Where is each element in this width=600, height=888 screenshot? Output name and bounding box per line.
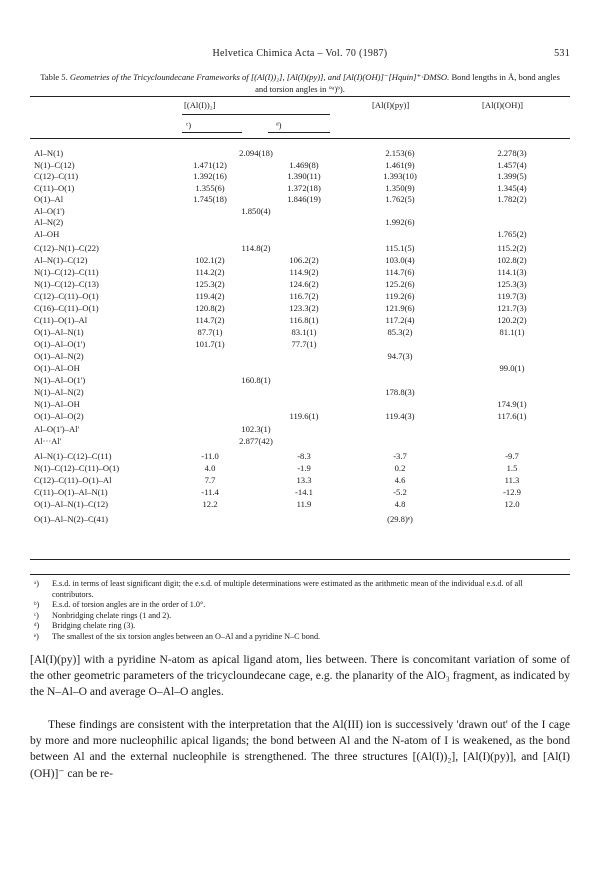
- table-row: [0, 291, 600, 301]
- journal-title: Helvetica Chimica Acta – Vol. 70 (1987): [212, 48, 388, 59]
- caption-title: Geometries of the Tricycloundecane Frameworks of [(Al(I))₂], [Al(I)(py)], and [Al(I)(OH)]⁻[Hquin]⁺·DMSO.: [69, 72, 450, 82]
- value-py: (29.8)ᵉ): [387, 514, 413, 524]
- row-label: Al–N(1): [34, 148, 64, 158]
- value-py: -5.2: [393, 487, 407, 497]
- row-label: O(1)–Al–N(2)–C(41): [34, 514, 108, 524]
- value-bridging: 1.846(19): [287, 194, 321, 204]
- value-nonbridging: 114.7(2): [195, 315, 225, 325]
- table-row: [0, 229, 600, 239]
- header-sub-c: ᶜ): [186, 120, 192, 130]
- table-row: [0, 387, 600, 397]
- value-nonbridging: 101.7(1): [195, 339, 225, 349]
- value-bridging: 116.8(1): [289, 315, 319, 325]
- row-label: N(1)–C(12): [34, 159, 75, 170]
- value-bridging: 83.1(1): [291, 327, 317, 337]
- row-label: Al–N(1)–C(12)–C(11): [34, 451, 112, 461]
- value-dimer-merged: 1.850(4): [241, 205, 271, 216]
- table-caption: [34, 71, 566, 95]
- value-bridging: 106.2(2): [289, 255, 319, 265]
- value-nonbridging: 4.0: [204, 463, 216, 473]
- value-dimer-merged: 2.094(18): [239, 148, 273, 158]
- value-oh: -9.7: [505, 451, 519, 461]
- value-py: 1.762(5): [385, 194, 415, 204]
- value-nonbridging: 87.7(1): [197, 327, 223, 337]
- row-label: N(1)–Al–N(2): [34, 387, 84, 397]
- table-row: [0, 255, 600, 265]
- value-py: 117.2(4): [385, 315, 415, 325]
- value-bridging: 119.6(1): [289, 411, 319, 421]
- value-bridging: 116.7(2): [289, 291, 319, 301]
- value-bridging: 11.9: [296, 499, 312, 509]
- value-py: 114.7(6): [385, 267, 415, 277]
- table-row: [0, 411, 600, 421]
- value-bridging: 1.390(11): [287, 171, 321, 181]
- value-nonbridging: -11.4: [201, 487, 219, 497]
- caption-details: Bond lengths in Å, bond angles and torsion angles in °ᵃ)ᵇ).: [255, 72, 560, 94]
- value-py: 4.6: [394, 475, 406, 485]
- row-label: Al–O(1'): [34, 205, 65, 216]
- value-py: 115.1(5): [385, 243, 415, 253]
- value-py: 178.8(3): [385, 387, 415, 397]
- value-bridging: 77.7(1): [291, 339, 317, 349]
- table-row: [0, 514, 600, 524]
- value-bridging: -1.9: [297, 463, 311, 473]
- row-label: Al–N(1)–C(12): [34, 255, 88, 265]
- row-label: N(1)–C(12)–C(11)–O(1): [34, 463, 120, 473]
- value-py: 103.0(4): [385, 255, 415, 265]
- value-nonbridging: 7.7: [204, 475, 216, 485]
- table-row: [0, 148, 600, 158]
- value-py: 1.393(10): [383, 171, 417, 181]
- table-row: [0, 451, 600, 461]
- table-row: [0, 194, 600, 204]
- value-nonbridging: 125.3(2): [195, 279, 225, 289]
- value-bridging: -14.1: [295, 487, 313, 497]
- value-py: 2.153(6): [385, 148, 415, 158]
- value-oh: 120.2(2): [497, 315, 527, 325]
- value-oh: 174.9(1): [497, 399, 527, 409]
- header-dimer-rule: [182, 114, 330, 115]
- value-nonbridging: 1.355(6): [195, 182, 225, 193]
- value-py: 0.2: [394, 463, 406, 473]
- row-label: C(11)–O(1)–Al: [34, 315, 88, 325]
- footnote-text: E.s.d. of torsion angles are in the order of 1.0°.: [52, 600, 206, 609]
- value-oh: 117.6(1): [497, 411, 527, 421]
- header-bottom-rule: [30, 138, 570, 139]
- table-row: [0, 363, 600, 373]
- table-row: [0, 279, 600, 289]
- footnote-mark: ᵇ): [34, 600, 40, 609]
- row-label: N(1)–Al–OH: [34, 399, 80, 409]
- table-row: [0, 267, 600, 277]
- table-row: [0, 327, 600, 337]
- row-label: O(1)–Al–O(1'): [34, 339, 86, 349]
- value-oh: 1.399(5): [497, 171, 527, 181]
- table-row: [0, 375, 600, 385]
- row-label: O(1)–Al–N(2): [34, 351, 84, 361]
- table-row: [0, 463, 600, 473]
- value-oh: 121.7(3): [497, 303, 527, 313]
- value-dimer-merged: 114.8(2): [241, 243, 271, 253]
- value-nonbridging: 119.4(2): [195, 291, 225, 301]
- value-bridging: 13.3: [296, 475, 312, 485]
- table-row: [0, 206, 600, 216]
- value-bridging: 1.372(18): [287, 182, 321, 193]
- header-sub-d-rule: [268, 132, 330, 133]
- value-nonbridging: 114.2(2): [195, 267, 225, 277]
- row-label: O(1)–Al–N(1): [34, 327, 84, 337]
- value-py: 119.4(3): [385, 411, 415, 421]
- header-py: [Al(I)(py)]: [372, 100, 410, 110]
- header-oh: [Al(I)(OH)]: [482, 100, 524, 110]
- row-label: N(1)–Al–O(1'): [34, 375, 86, 385]
- table-row: [0, 217, 600, 227]
- table-row: [0, 399, 600, 409]
- value-bridging: 124.6(2): [289, 279, 319, 289]
- table-row: [0, 351, 600, 361]
- row-label: O(1)–Al: [34, 194, 64, 204]
- header-sub-c-rule: [182, 132, 242, 133]
- row-label: Al–N(2): [34, 217, 64, 227]
- value-oh: 119.7(3): [497, 291, 527, 301]
- row-label: C(16)–C(11)–O(1): [34, 303, 99, 313]
- body-paragraph-1: [Al(I)(py)] with a pyridine N-atom as apical ligand atom, lies between. There is concomitant variation of some of the other geometric parameters of the tricycloundecane cage, e.g. the planarity of the AlO₃ fragment, as indicated by the N–Al–O and average O–Al–O angles.: [30, 653, 570, 699]
- footnote-text: Nonbridging chelate rings (1 and 2).: [52, 610, 172, 620]
- footnote-mark: ᶜ): [34, 610, 39, 620]
- value-oh: 99.0(1): [499, 363, 525, 373]
- value-oh: 11.3: [504, 475, 520, 485]
- row-label: C(12)–C(11)–O(1): [34, 291, 99, 301]
- value-oh: 114.1(3): [497, 267, 527, 277]
- value-oh: 1.457(4): [497, 159, 527, 170]
- value-py: 121.9(6): [385, 303, 415, 313]
- row-label: O(1)–Al–N(1)–C(12): [34, 499, 108, 509]
- value-bridging: 1.469(8): [289, 159, 319, 170]
- value-oh: 81.1(1): [499, 327, 525, 337]
- value-py: 119.2(6): [385, 291, 415, 301]
- value-nonbridging: -11.0: [201, 451, 219, 461]
- value-nonbridging: 120.8(2): [195, 303, 225, 313]
- body-paragraph-2: These findings are consistent with the interpretation that the Al(III) ion is successively 'drawn out' of the I cage by more and more nucleophilic apical ligands; the bond between Al and the N-atom of I is weakened, as the bond between Al and the external nucleophile is strengthened. The three structures [(Al(I))₂], [Al(I)(py)], and [Al(I)(OH)]⁻ can be re-: [30, 718, 570, 780]
- value-nonbridging: 12.2: [202, 499, 218, 509]
- row-label: O(1)–Al–OH: [34, 363, 80, 373]
- table-row: [0, 499, 600, 509]
- table-row: [0, 339, 600, 349]
- footnote-mark: ᵉ): [34, 631, 39, 641]
- value-dimer-merged: 160.8(1): [241, 375, 271, 385]
- value-bridging: 123.3(2): [289, 303, 319, 313]
- value-dimer-merged: 2.877(42): [239, 435, 273, 446]
- table-row: [0, 475, 600, 485]
- footnote-mark: ᵈ): [34, 621, 40, 630]
- header-sub-d: ᵈ): [276, 120, 282, 130]
- row-label: N(1)–C(12)–C(11): [34, 267, 99, 277]
- table-row: [0, 183, 600, 193]
- row-label: N(1)–C(12)–C(13): [34, 279, 99, 289]
- value-nonbridging: 1.392(16): [193, 171, 227, 181]
- table-row: [0, 160, 600, 170]
- value-py: 94.7(3): [387, 351, 413, 361]
- value-py: 1.350(9): [385, 182, 415, 193]
- value-nonbridging: 1.471(12): [193, 159, 227, 170]
- value-oh: 1.345(4): [497, 182, 527, 193]
- value-oh: 125.3(3): [497, 279, 527, 289]
- value-nonbridging: 102.1(2): [195, 255, 225, 265]
- row-label: C(11)–O(1)–Al–N(1): [34, 487, 108, 497]
- row-label: Al–O(1')–Al': [34, 424, 80, 434]
- value-py: 85.3(2): [387, 327, 413, 337]
- value-oh: 1.765(2): [497, 228, 527, 239]
- footnote-text: E.s.d. in terms of least significant digit; the e.s.d. of multiple determinations were estimated as the arithmetic mean of the individual e.s.d. of all contributors.: [52, 579, 523, 599]
- row-label: C(12)–C(11)–O(1)–Al: [34, 475, 112, 485]
- table-row: [0, 171, 600, 181]
- value-oh: -12.9: [503, 487, 521, 497]
- page-number: 531: [554, 48, 570, 59]
- table-top-rule: [30, 96, 570, 97]
- table-row: [0, 424, 600, 434]
- value-oh: 2.278(3): [497, 148, 527, 158]
- table-row: [0, 436, 600, 446]
- table-bottom-rule: [30, 574, 570, 575]
- value-oh: 1.782(2): [497, 194, 527, 204]
- value-py: 1.461(9): [385, 159, 415, 170]
- value-bridging: 114.9(2): [289, 267, 319, 277]
- footnote-text: Bridging chelate ring (3).: [52, 621, 136, 630]
- value-oh: 1.5: [506, 463, 518, 473]
- value-nonbridging: 1.745(18): [193, 194, 227, 204]
- row-label: C(12)–N(1)–C(22): [34, 243, 99, 253]
- value-oh: 115.2(2): [497, 243, 527, 253]
- row-label: Al–OH: [34, 228, 60, 239]
- value-py: 1.992(6): [385, 217, 415, 227]
- value-oh: 102.8(2): [497, 255, 527, 265]
- table-row: [0, 243, 600, 253]
- row-label: C(11)–O(1): [34, 182, 75, 193]
- row-label: C(12)–C(11): [34, 171, 79, 181]
- footnote-text: The smallest of the six torsion angles between an O–Al and a pyridine N–C bond.: [52, 631, 321, 641]
- caption-label: Table 5.: [40, 72, 68, 82]
- header-dimer: [(Al(I))₂]: [184, 100, 216, 110]
- value-dimer-merged: 102.3(1): [241, 424, 271, 434]
- row-label: O(1)–Al–O(2): [34, 411, 84, 421]
- table-row: [0, 315, 600, 325]
- table-inner-rule: [30, 559, 570, 560]
- table-row: [0, 303, 600, 313]
- value-py: 4.8: [394, 499, 406, 509]
- table-row: [0, 487, 600, 497]
- footnote-mark: ᵃ): [34, 579, 39, 588]
- value-oh: 12.0: [504, 499, 520, 509]
- value-bridging: -8.3: [297, 451, 311, 461]
- value-py: 125.2(6): [385, 279, 415, 289]
- value-py: -3.7: [393, 451, 407, 461]
- row-label: Al···Al': [34, 435, 62, 446]
